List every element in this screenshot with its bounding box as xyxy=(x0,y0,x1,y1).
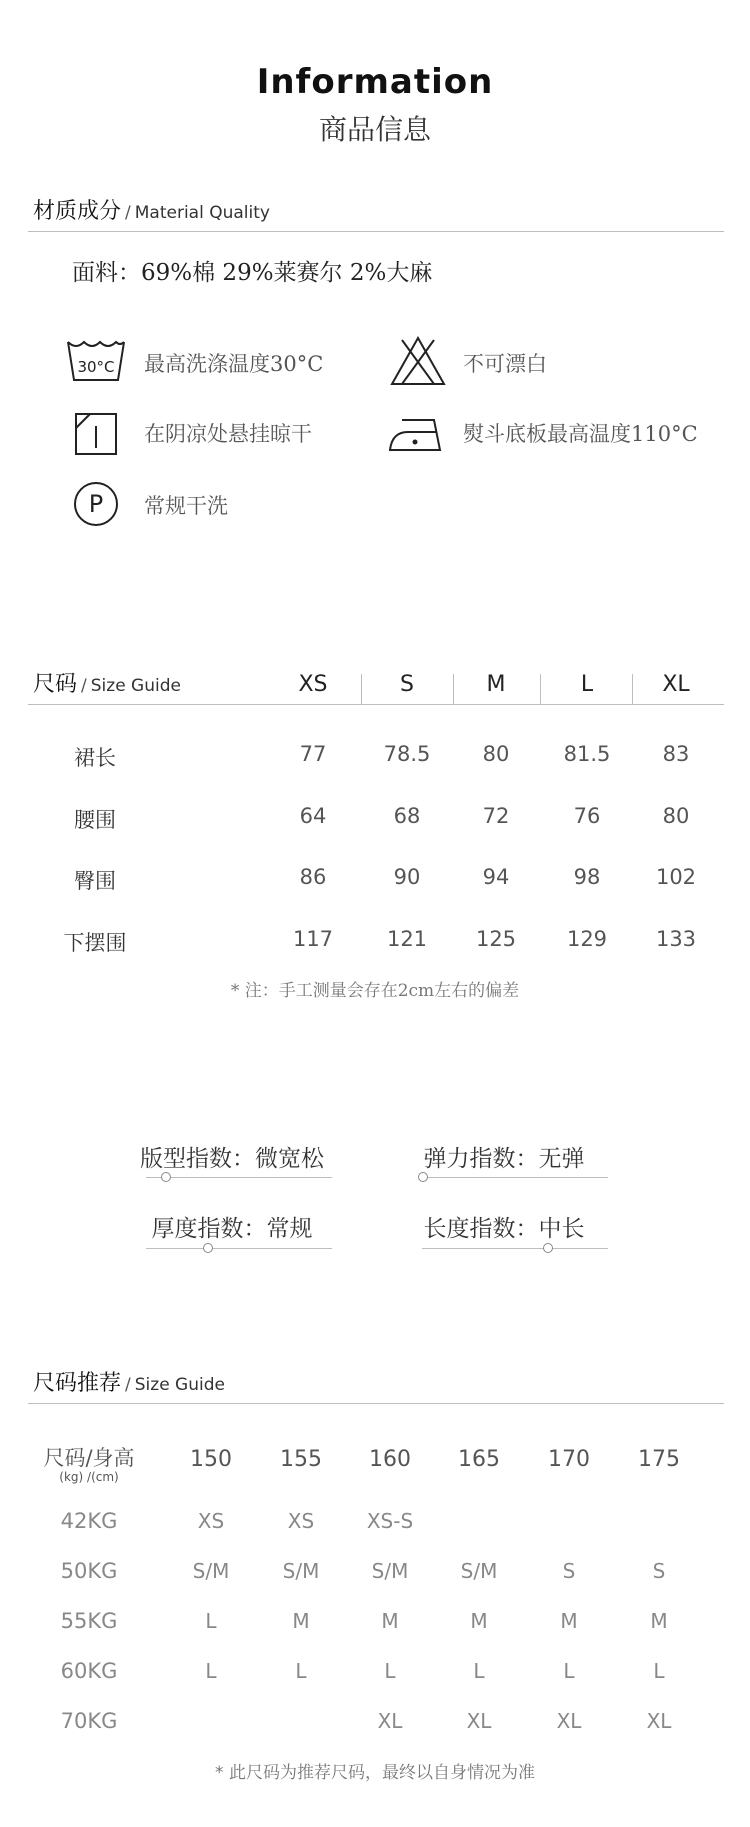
length-index-label: 长度指数：中长 xyxy=(423,1216,585,1242)
size-guide-heading xyxy=(33,667,181,698)
fit-index-track xyxy=(146,1177,332,1178)
dry-clean-p-icon xyxy=(72,480,128,528)
no-bleach-icon xyxy=(390,336,446,384)
page-title-cn: 商品信息 xyxy=(318,113,431,146)
measure-cell: 72 xyxy=(482,804,510,828)
measure-label: 腰围 xyxy=(74,808,116,832)
height-header: 175 xyxy=(638,1447,680,1472)
measure-cell: 90 xyxy=(393,865,421,889)
recommend-cell: M xyxy=(292,1609,310,1633)
fit-index-label: 版型指数：微宽松 xyxy=(140,1146,324,1172)
care-label-dry: 在阴凉处悬挂晾干 xyxy=(144,422,312,446)
elastic-index-marker xyxy=(418,1172,428,1182)
fabric-composition: 面料：69%棉 29%莱赛尔 2%大麻 xyxy=(72,260,433,286)
page-title-en: Information xyxy=(256,62,494,102)
size-heading-en: Size Guide xyxy=(90,676,181,696)
recommend-cell: M xyxy=(470,1609,488,1633)
svg-text:30°C: 30°C xyxy=(77,358,115,376)
recommend-cell: XL xyxy=(377,1709,403,1733)
weight-label: 70KG xyxy=(60,1709,118,1733)
iron-110-icon xyxy=(388,410,444,458)
recommend-cell: XL xyxy=(466,1709,492,1733)
line-dry-shade-icon xyxy=(72,410,128,458)
measure-cell: 133 xyxy=(655,927,697,951)
recommend-cell: S/M xyxy=(192,1559,230,1583)
recommend-cell: S xyxy=(652,1559,666,1583)
recommend-cell: XL xyxy=(646,1709,672,1733)
measure-label: 臀围 xyxy=(74,869,116,893)
size-header-s: S xyxy=(400,672,414,697)
length-index-track xyxy=(422,1248,608,1249)
heading-separator: / xyxy=(81,676,87,696)
care-label-dryclean: 常规干洗 xyxy=(144,494,228,518)
recommend-cell: XS xyxy=(197,1509,225,1533)
size-table-note: * 注：手工测量会存在2cm左右的偏差 xyxy=(230,981,520,1001)
care-label-bleach: 不可漂白 xyxy=(463,352,547,376)
thickness-index-label: 厚度指数：常规 xyxy=(151,1216,313,1242)
weight-label: 60KG xyxy=(60,1659,118,1683)
measure-label: 下摆围 xyxy=(63,931,127,955)
thickness-index-marker xyxy=(203,1243,213,1253)
size-header-m: M xyxy=(486,672,506,697)
recommend-cell: L xyxy=(205,1609,217,1633)
care-label-wash: 最高洗涤温度30°C xyxy=(144,352,324,376)
size-header-l: L xyxy=(580,672,594,697)
recommend-cell: L xyxy=(384,1659,396,1683)
column-separator xyxy=(540,674,541,704)
column-separator xyxy=(361,674,362,704)
recommend-cell: S xyxy=(562,1559,576,1583)
measure-cell: 76 xyxy=(573,804,601,828)
recommend-cell: XL xyxy=(556,1709,582,1733)
material-heading-en: Material Quality xyxy=(134,203,270,223)
measure-cell: 80 xyxy=(482,742,510,766)
divider xyxy=(28,231,724,232)
recommend-heading-en: Size Guide xyxy=(134,1375,225,1395)
corner-main: 尺码/身高 xyxy=(43,1446,135,1470)
measure-cell: 98 xyxy=(573,865,601,889)
weight-label: 55KG xyxy=(60,1609,118,1633)
elastic-index-track xyxy=(422,1177,608,1178)
thickness-index-track xyxy=(146,1248,332,1249)
weight-label: 50KG xyxy=(60,1559,118,1583)
recommend-cell: XS-S xyxy=(366,1509,414,1533)
recommend-heading xyxy=(33,1366,225,1397)
measure-cell: 86 xyxy=(299,865,327,889)
recommend-cell: L xyxy=(563,1659,575,1683)
length-index-marker xyxy=(543,1243,553,1253)
measure-cell: 78.5 xyxy=(383,742,431,766)
care-label-iron: 熨斗底板最高温度110°C xyxy=(463,422,698,446)
heading-separator: / xyxy=(125,203,131,223)
divider xyxy=(28,1403,724,1404)
height-header: 155 xyxy=(280,1447,322,1472)
measure-cell: 80 xyxy=(662,804,690,828)
measure-cell: 125 xyxy=(475,927,517,951)
material-heading-cn: 材质成分 xyxy=(33,199,122,224)
recommend-cell: S/M xyxy=(282,1559,320,1583)
recommend-corner xyxy=(34,1442,144,1484)
measure-cell: 83 xyxy=(662,742,690,766)
recommend-cell: L xyxy=(205,1659,217,1683)
divider xyxy=(28,704,724,705)
recommend-cell: M xyxy=(560,1609,578,1633)
column-separator xyxy=(453,674,454,704)
wash-30-icon xyxy=(66,338,122,386)
recommend-cell: L xyxy=(653,1659,665,1683)
measure-cell: 102 xyxy=(655,865,697,889)
measure-cell: 117 xyxy=(292,927,334,951)
measure-cell: 121 xyxy=(386,927,428,951)
measure-cell: 64 xyxy=(299,804,327,828)
recommend-cell: M xyxy=(381,1609,399,1633)
measure-cell: 94 xyxy=(482,865,510,889)
fit-index-marker xyxy=(161,1172,171,1182)
column-separator xyxy=(632,674,633,704)
recommend-cell: L xyxy=(295,1659,307,1683)
elastic-index-label: 弹力指数：无弹 xyxy=(423,1146,585,1172)
heading-separator: / xyxy=(125,1375,131,1395)
height-header: 165 xyxy=(458,1447,500,1472)
corner-sub: (kg) /(cm) xyxy=(59,1470,119,1484)
svg-text:P: P xyxy=(88,490,104,518)
recommend-cell: S/M xyxy=(371,1559,409,1583)
height-header: 170 xyxy=(548,1447,590,1472)
measure-cell: 68 xyxy=(393,804,421,828)
recommend-cell: L xyxy=(473,1659,485,1683)
size-heading-cn: 尺码 xyxy=(33,672,78,697)
recommend-note: * 此尺码为推荐尺码，最终以自身情况为准 xyxy=(215,1763,535,1783)
material-heading xyxy=(33,194,270,225)
height-header: 150 xyxy=(190,1447,232,1472)
recommend-cell: XS xyxy=(287,1509,315,1533)
size-header-xs: XS xyxy=(298,672,328,697)
height-header: 160 xyxy=(369,1447,411,1472)
size-header-xl: XL xyxy=(662,672,690,697)
measure-cell: 77 xyxy=(299,742,327,766)
recommend-cell: M xyxy=(650,1609,668,1633)
measure-cell: 129 xyxy=(566,927,608,951)
recommend-cell: S/M xyxy=(460,1559,498,1583)
recommend-heading-cn: 尺码推荐 xyxy=(33,1371,122,1396)
measure-cell: 81.5 xyxy=(563,742,611,766)
measure-label: 裙长 xyxy=(74,746,116,770)
weight-label: 42KG xyxy=(60,1509,118,1533)
